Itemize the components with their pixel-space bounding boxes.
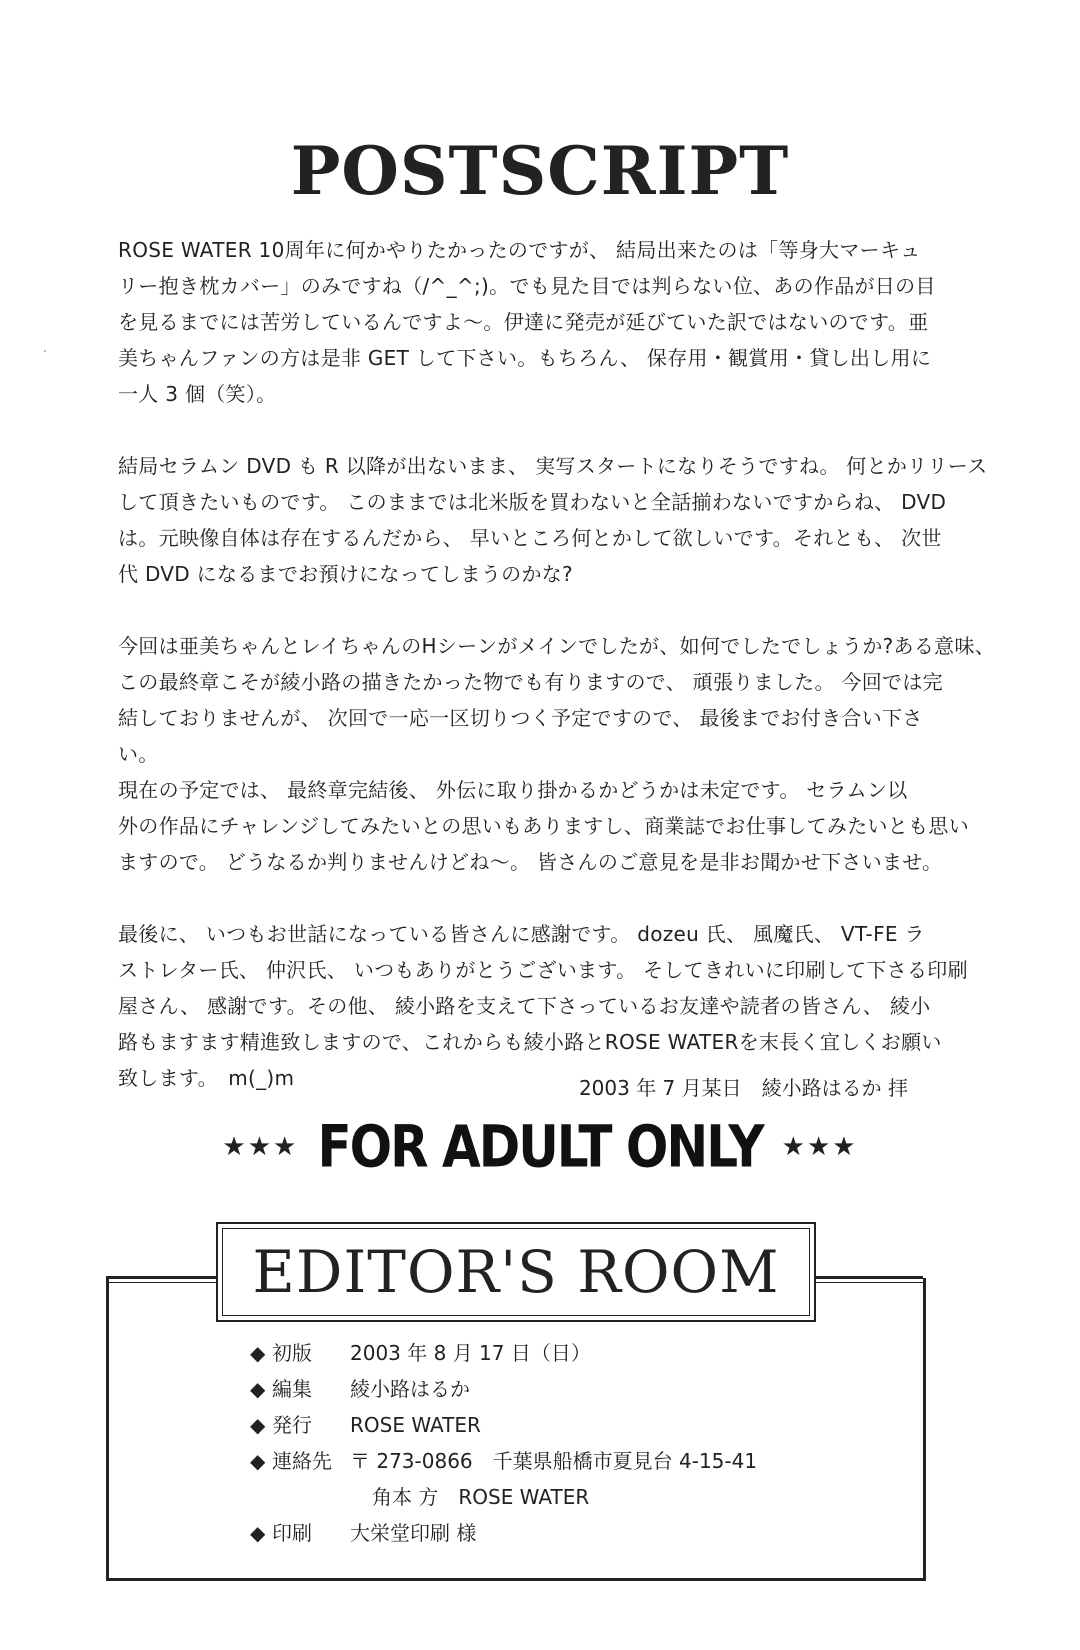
colophon-row (250, 1443, 757, 1479)
text-line: 致します。 m(_)m (118, 1066, 295, 1090)
colophon-value: 2003 年 8 月 17 日（日） (350, 1341, 591, 1365)
colophon-row (250, 1371, 757, 1407)
editors-room-title: EDITOR'S ROOM (216, 1222, 816, 1322)
signature: 2003 年 7 月某日 綾小路はるか 拝 (578, 1076, 908, 1100)
text-line: ROSE WATER 10周年に何かやりたかったのですが、 結局出来たのは「等身大マーキュ (118, 238, 921, 262)
paragraph (118, 916, 968, 1096)
colophon-list (250, 1335, 757, 1551)
star-icon: ★★★ (781, 1132, 858, 1162)
text-line: リー抱き枕カバー」のみですね（/^_^;)。でも見た目では判らない位、あの作品が日の目 (118, 274, 936, 298)
colophon-label: 編集 (272, 1377, 312, 1401)
star-icon: ★★★ (222, 1132, 299, 1162)
text-line: は。元映像自体は存在するんだから、 早いところ何とかして欲しいです。それとも、 次世 (118, 526, 942, 550)
text-line: 外の作品にチャレンジしてみたいとの思いもありますし、商業誌でお仕事してみたいとも思い (118, 814, 969, 838)
postscript-title: POSTSCRIPT (290, 132, 790, 210)
colophon-value: 角本 方 ROSE WATER (372, 1485, 590, 1509)
paragraph (118, 772, 969, 880)
text-line: ますので。 どうなるか判りませんけどね～。 皆さんのご意見を是非お聞かせ下さいませ。 (118, 850, 943, 874)
colophon-value: 大栄堂印刷 様 (350, 1521, 477, 1545)
text-line: 現在の予定では、 最終章完結後、 外伝に取り掛かるかどうかは未定です。 セラムン以 (118, 778, 908, 802)
text-line: 美ちゃんファンの方は是非 GET して下さい。もちろん、 保存用・観賞用・貸し出し用に (118, 346, 932, 370)
text-line: い。 (118, 742, 159, 766)
colophon-label: 発行 (272, 1413, 312, 1437)
colophon-row (250, 1479, 757, 1515)
paragraph (118, 628, 996, 772)
text-line: 今回は亜美ちゃんとレイちゃんのHシーンがメインでしたが、如何でしたでしょうか?ある意味、 (118, 634, 996, 658)
scan-speck (44, 350, 46, 352)
text-line: を見るまでには苦労しているんですよ～。伊達に発売が延びていた訳ではないのです。亜 (118, 310, 929, 334)
colophon-value: 〒 273-0866 千葉県船橋市夏見台 4-15-41 (350, 1449, 758, 1473)
colophon-row (250, 1515, 757, 1551)
text-line: 一人 3 個（笑）。 (118, 382, 277, 406)
colophon-label: 連絡先 (272, 1449, 332, 1473)
frame-divider (106, 1282, 218, 1283)
paragraph (118, 232, 936, 412)
text-line: ストレター氏、 仲沢氏、 いつもありがとうございます。 そしてきれいに印刷して下さる印刷 (118, 958, 968, 982)
postscript-body (118, 232, 996, 1096)
text-line: 路もますます精進致しますので、これからも綾小路とROSE WATERを末長く宜しくお願い (118, 1030, 942, 1054)
colophon-value: 綾小路はるか (350, 1377, 470, 1401)
text-line: して頂きたいものです。 このままでは北米版を買わないと全話揃わないですからね、 DVD (118, 490, 947, 514)
text-line: 結しておりませんが、 次回で一応一区切りつく予定ですので、 最後までお付き合い下さ (118, 706, 923, 730)
diamond-icon: ◆ (250, 1521, 266, 1545)
colophon-label: 初版 (272, 1341, 312, 1365)
frame-divider (812, 1282, 923, 1283)
diamond-icon: ◆ (250, 1377, 266, 1401)
text-line: 結局セラムン DVD も R 以降が出ないまま、 実写スタートになりそうですね。 何とかリリース (118, 454, 988, 478)
colophon-row (250, 1407, 757, 1443)
text-line: 最後に、 いつもお世話になっている皆さんに感謝です。 dozeu 氏、 風魔氏、 VT-FE ラ (118, 922, 925, 946)
colophon-row (250, 1335, 757, 1371)
adult-notice (0, 1113, 1080, 1181)
paragraph (118, 448, 988, 592)
colophon-value: ROSE WATER (350, 1413, 481, 1437)
diamond-icon: ◆ (250, 1341, 266, 1365)
text-line: この最終章こそが綾小路の描きたかった物でも有りますので、 頑張りました。 今回では完 (118, 670, 943, 694)
text-line: 屋さん、 感謝です。その他、 綾小路を支えて下さっているお友達や読者の皆さん、 綾小 (118, 994, 931, 1018)
diamond-icon: ◆ (250, 1413, 266, 1437)
colophon-label: 印刷 (272, 1521, 312, 1545)
adult-notice-label: FOR ADULT ONLY (317, 1113, 763, 1181)
text-line: 代 DVD になるまでお預けになってしまうのかな? (118, 562, 573, 586)
diamond-icon: ◆ (250, 1449, 266, 1473)
frame-divider (812, 1276, 923, 1279)
frame-divider (106, 1276, 218, 1279)
